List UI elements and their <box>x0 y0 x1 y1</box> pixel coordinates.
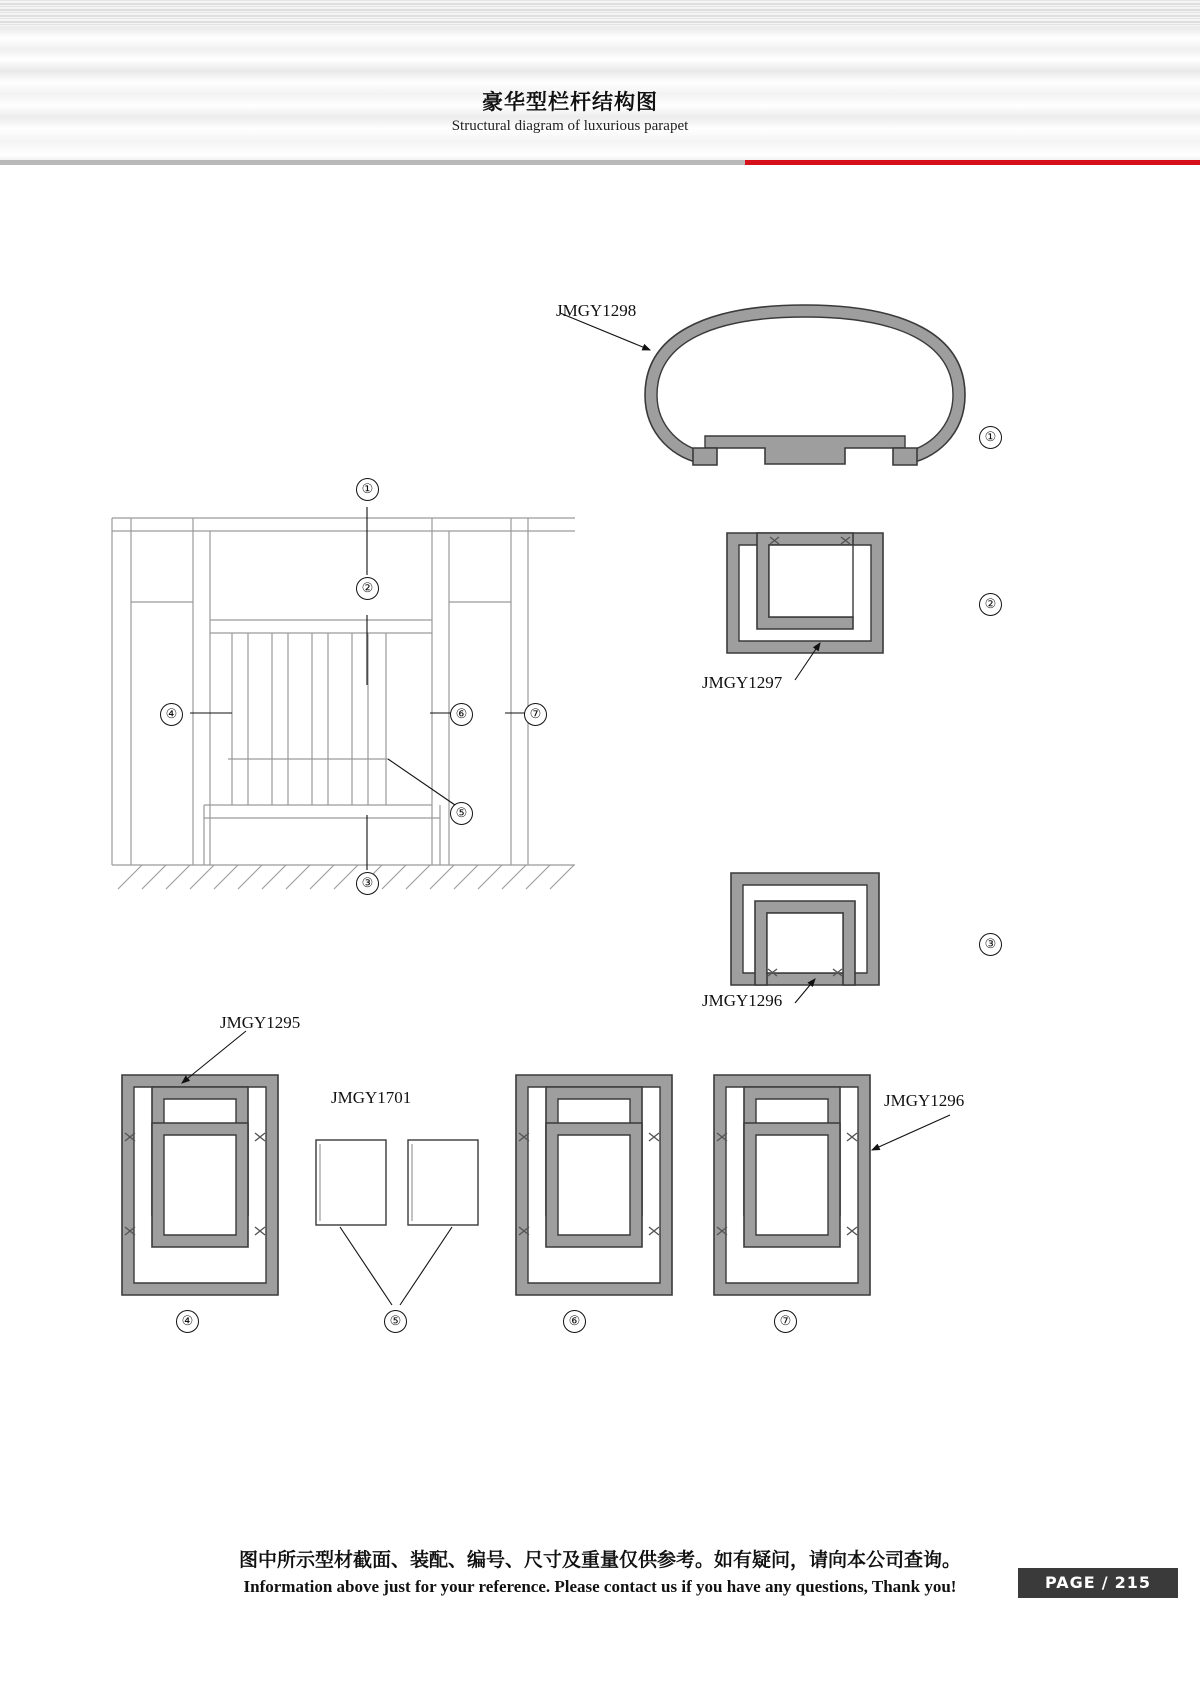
label-jmgy1295: JMGY1295 <box>220 1013 301 1032</box>
assembly-callout-1: ① <box>356 478 379 501</box>
label-jmgy1297: JMGY1297 <box>702 673 783 692</box>
profile-jmgy1297-shape <box>727 533 883 680</box>
label-jmgy1298: JMGY1298 <box>556 301 637 320</box>
assembly-callout-5: ⑤ <box>450 802 473 825</box>
profile-index-4: ④ <box>176 1310 199 1333</box>
profile-index-1: ① <box>979 426 1002 449</box>
assembly-callout-3: ③ <box>356 872 379 895</box>
profile-index-7: ⑦ <box>774 1310 797 1333</box>
page-title-zh: 豪华型栏杆结构图 <box>482 90 658 114</box>
assembly-callout-7: ⑦ <box>524 703 547 726</box>
footer-note-en: Information above just for your reference. Please contact us if you have any questions, Thank you! <box>243 1577 957 1596</box>
profile-index-6-shape <box>516 1075 672 1295</box>
label-jmgy1296-top: JMGY1296 <box>702 991 783 1010</box>
technical-drawing-canvas <box>0 165 1200 1495</box>
page-header <box>0 0 1200 165</box>
profile-jmgy1296-shape-top <box>731 873 879 1003</box>
page-number: 215 <box>1114 1573 1151 1592</box>
profile-jmgy1295-shape <box>122 1031 278 1295</box>
page-separator: / <box>1101 1573 1109 1592</box>
drawing-svg <box>0 165 1200 1495</box>
profile-index-5: ⑤ <box>384 1310 407 1333</box>
assembly-callout-2: ② <box>356 577 379 600</box>
page-number-badge <box>1018 1568 1178 1598</box>
page-title-en: Structural diagram of luxurious parapet <box>451 118 689 134</box>
assembly-callout-4: ④ <box>160 703 183 726</box>
footer-note-zh: 图中所示型材截面、装配、编号、尺寸及重量仅供参考。如有疑问，请向本公司查询。 <box>238 1549 961 1571</box>
assembly-callout-6: ⑥ <box>450 703 473 726</box>
profile-jmgy1701-shape <box>316 1140 478 1305</box>
profile-jmgy1298-shape <box>560 305 965 465</box>
profile-index-2: ② <box>979 593 1002 616</box>
label-jmgy1701: JMGY1701 <box>331 1088 412 1107</box>
page-label: PAGE <box>1045 1573 1096 1592</box>
label-jmgy1296-bottom: JMGY1296 <box>884 1091 965 1110</box>
profile-index-3: ③ <box>979 933 1002 956</box>
profile-index-6: ⑥ <box>563 1310 586 1333</box>
assembly-elevation-shape <box>112 507 575 889</box>
header-stripe <box>0 0 1200 26</box>
